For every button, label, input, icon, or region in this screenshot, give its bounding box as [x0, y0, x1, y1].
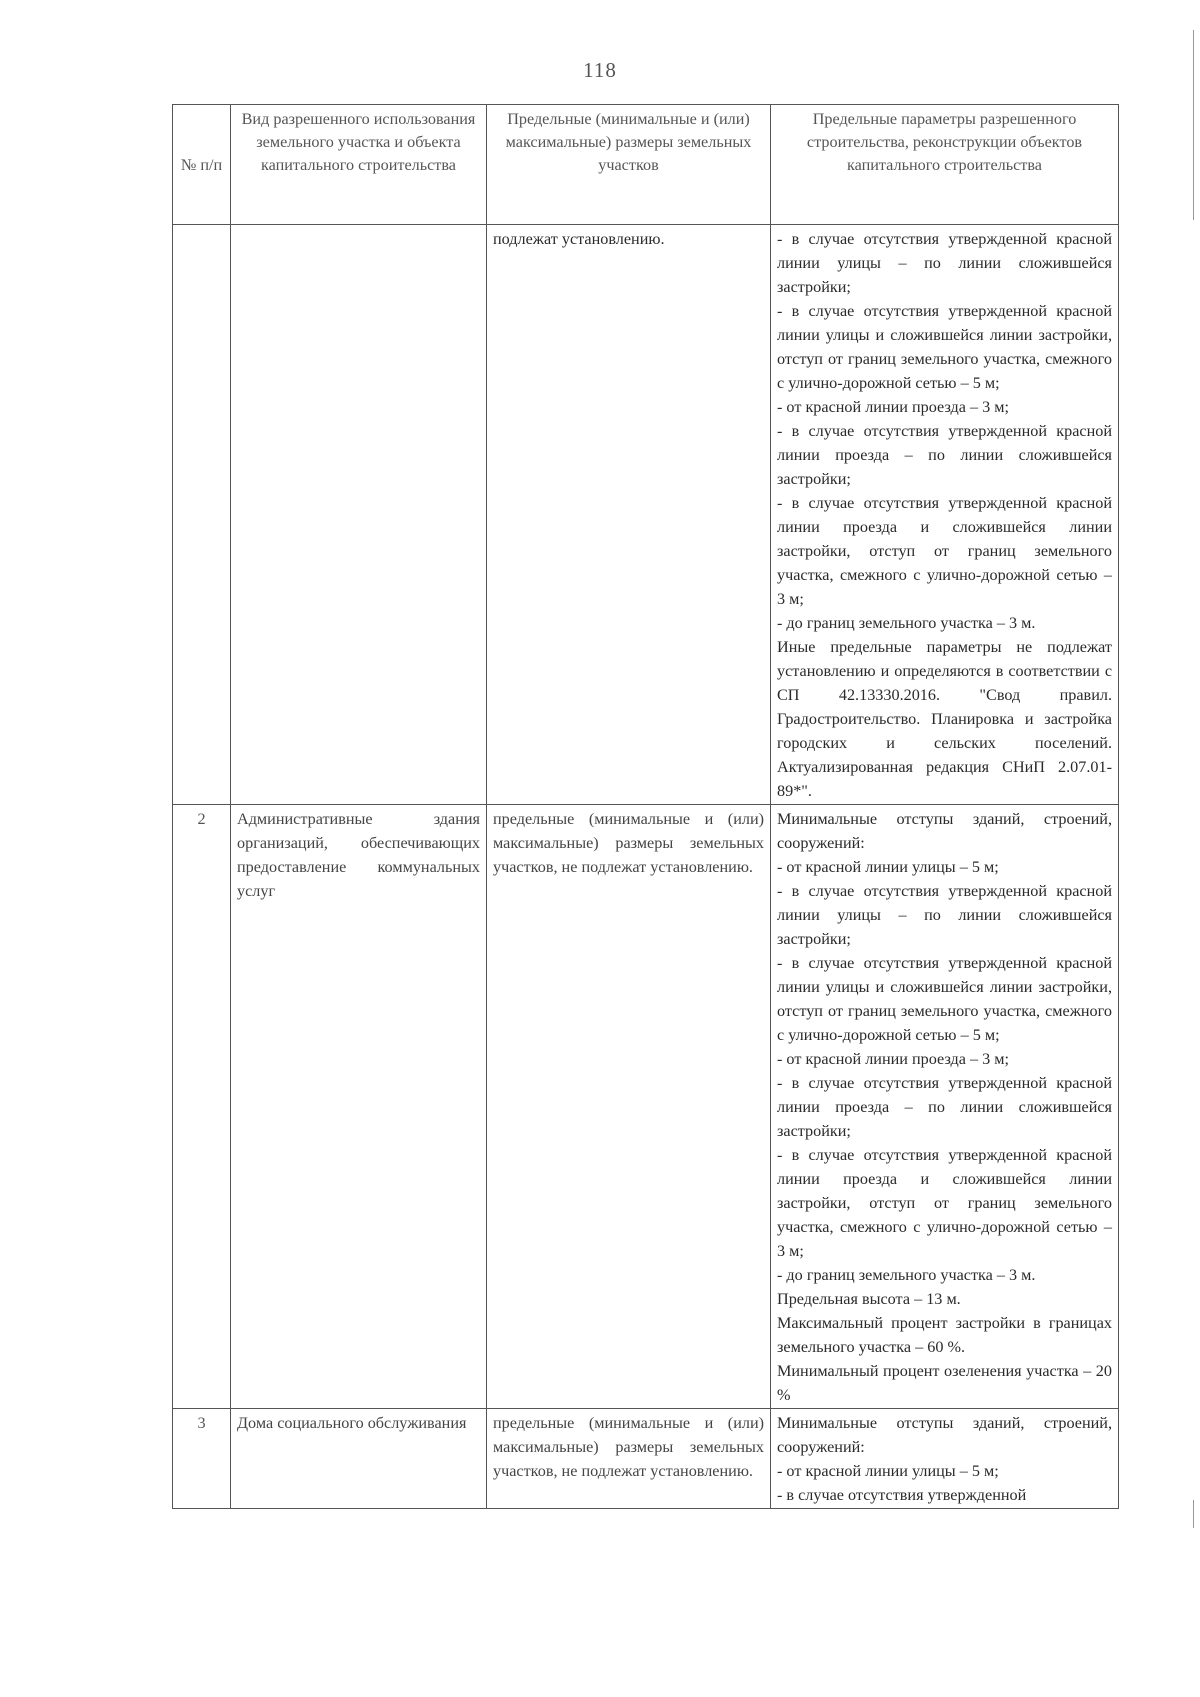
- header-parameters: Предельные параметры разрешенного строительства, реконструкции объектов капитального строительства: [771, 105, 1119, 225]
- parameter-line: - от красной линии проезда – 3 м;: [777, 398, 1010, 416]
- parameter-line: Минимальный процент озеленения участка – 20 %: [777, 1362, 1112, 1404]
- parameter-line: Иные предельные параметры не подлежат установлению и определяются в соответствии с СП 42.13330.2016. "Свод правил. Градостроительство. Планировка и застройка городских и сельских поселений. Актуализированная редакция СНиП 2.07.01-89*".: [777, 638, 1112, 800]
- parameter-line: Предельная высота – 13 м.: [777, 1290, 961, 1308]
- row-parameters: [771, 1409, 1119, 1509]
- parameter-line: - до границ земельного участка – 3 м.: [777, 614, 1036, 632]
- parameter-line: - в случае отсутствия утвержденной красной линии проезда и сложившейся линии застройки, отступ от границ земельного участка, смежного с улично-дорожной сетью – 3 м;: [777, 494, 1112, 608]
- row-number: [173, 225, 231, 805]
- parameter-line: - от красной линии проезда – 3 м;: [777, 1050, 1010, 1068]
- row-use-type: Дома социального обслуживания: [231, 1409, 487, 1509]
- row-parameters: [771, 225, 1119, 805]
- parameter-line: - в случае отсутствия утвержденной красной линии проезда и сложившейся линии застройки, отступ от границ земельного участка, смежного с улично-дорожной сетью – 3 м;: [777, 1146, 1112, 1260]
- row-use-type: Административные здания организаций, обеспечивающих предоставление коммунальных услуг: [231, 805, 487, 1409]
- parameter-line: - от красной линии улицы – 5 м;: [777, 858, 999, 876]
- table-header-row: [173, 105, 1119, 225]
- row-plot-size: предельные (минимальные и (или) максимальные) размеры земельных участков, не подлежат установлению.: [487, 805, 771, 1409]
- table-row: [173, 1409, 1119, 1509]
- row-parameters: [771, 805, 1119, 1409]
- scan-edge-mark: [1193, 30, 1194, 220]
- parameter-line: - в случае отсутствия утвержденной красной линии проезда – по линии сложившейся застройки;: [777, 1074, 1112, 1140]
- table-row: [173, 805, 1119, 1409]
- row-number: 2: [173, 805, 231, 1409]
- row-plot-size: предельные (минимальные и (или) максимальные) размеры земельных участков, не подлежат установлению.: [487, 1409, 771, 1509]
- parameter-line: Минимальные отступы зданий, строений, сооружений:: [777, 810, 1112, 852]
- zoning-parameters-table: [172, 104, 1119, 1509]
- row-number: 3: [173, 1409, 231, 1509]
- parameter-line: Минимальные отступы зданий, строений, сооружений:: [777, 1414, 1112, 1456]
- parameter-line: - в случае отсутствия утвержденной красной линии проезда – по линии сложившейся застройки;: [777, 422, 1112, 488]
- page-number: 118: [583, 58, 617, 82]
- parameter-line: - в случае отсутствия утвержденной красной линии улицы – по линии сложившейся застройки;: [777, 882, 1112, 948]
- parameter-line: Максимальный процент застройки в границах земельного участка – 60 %.: [777, 1314, 1112, 1356]
- parameter-line: - в случае отсутствия утвержденной красной линии улицы и сложившейся линии застройки, отступ от границ земельного участка, смежного с улично-дорожной сетью – 5 м;: [777, 302, 1112, 392]
- parameter-line: - от красной линии улицы – 5 м;: [777, 1462, 999, 1480]
- parameter-line: - в случае отсутствия утвержденной: [777, 1486, 1027, 1504]
- parameter-line: - в случае отсутствия утвержденной красной линии улицы – по линии сложившейся застройки;: [777, 230, 1112, 296]
- table-row: [173, 225, 1119, 805]
- row-use-type: [231, 225, 487, 805]
- parameter-line: - до границ земельного участка – 3 м.: [777, 1266, 1036, 1284]
- row-plot-size: подлежат установлению.: [487, 225, 771, 805]
- header-use-type: Вид разрешенного использования земельного участка и объекта капитального строительства: [231, 105, 487, 225]
- scan-edge-mark: [1193, 1500, 1194, 1528]
- parameter-line: - в случае отсутствия утвержденной красной линии улицы и сложившейся линии застройки, отступ от границ земельного участка, смежного с улично-дорожной сетью – 5 м;: [777, 954, 1112, 1044]
- header-num: № п/п: [173, 105, 231, 225]
- header-plot-size: Предельные (минимальные и (или) максимальные) размеры земельных участков: [487, 105, 771, 225]
